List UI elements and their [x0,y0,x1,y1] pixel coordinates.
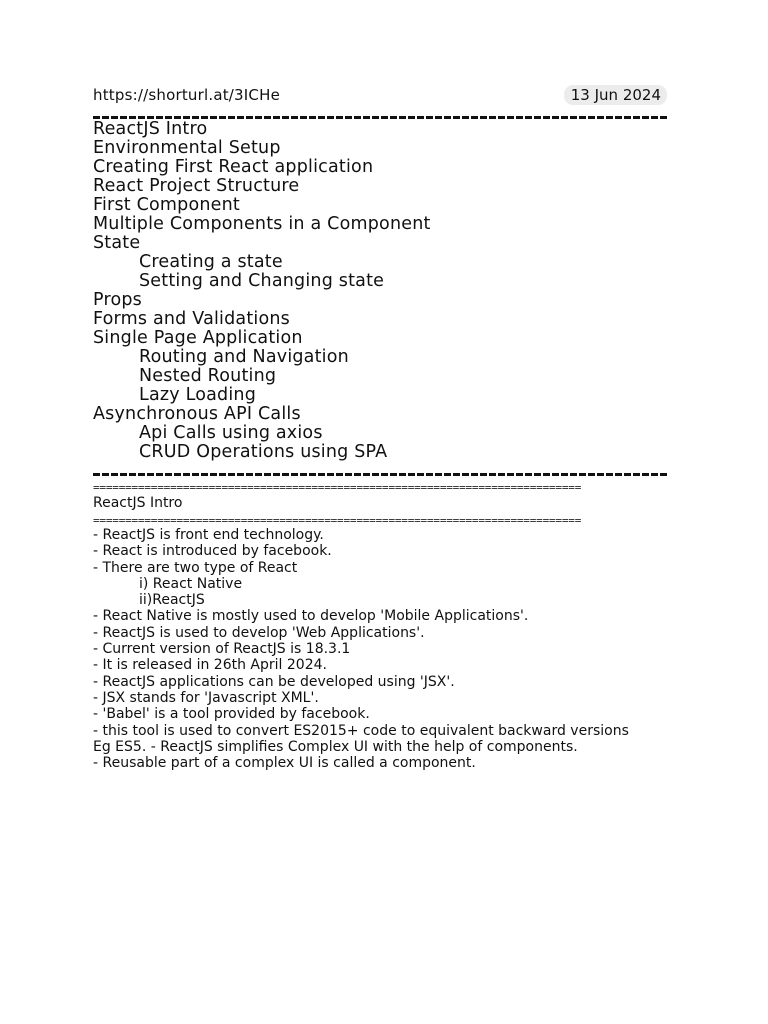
toc-item: Forms and Validations [93,309,290,329]
note-line: - Reusable part of a complex UI is called a component. [93,755,476,772]
note-line: i) React Native [139,575,243,592]
toc-subitem: Nested Routing [139,366,277,386]
dashed-divider-bottom [93,473,667,476]
toc-item: ReactJS Intro [93,119,208,139]
section-title: ReactJS Intro [93,495,183,511]
toc-item: State [93,233,141,253]
note-line: - Current version of ReactJS is 18.3.1 [93,641,351,658]
toc-item: Asynchronous API Calls [93,404,301,424]
note-line: - It is released in 26th April 2024. [93,657,327,674]
note-line: - ReactJS is front end technology. [93,527,324,543]
toc-subitem: Creating a state [139,252,283,272]
toc-item: Single Page Application [93,328,303,348]
equals-divider-top: ============================================================================ [93,482,582,493]
note-line: - JSX stands for 'Javascript XML'. [93,689,319,706]
toc-item: Props [93,290,142,310]
note-line: - React is introduced by facebook. [93,543,332,560]
equals-divider-bottom: ============================================================================ [93,515,582,526]
toc-item: Environmental Setup [93,138,281,158]
table-of-contents [93,120,431,462]
note-line: - ReactJS is used to develop 'Web Applications'. [93,624,425,641]
toc-subitem: CRUD Operations using SPA [139,442,388,462]
header-row [93,86,667,106]
toc-subitem: Api Calls using axios [139,423,323,443]
note-line: - this tool is used to convert ES2015+ code to equivalent backward versions Eg ES5. - ReactJS simplifies Complex UI with the help of components. [93,722,629,755]
toc-item: Creating First React application [93,157,374,177]
note-line: - ReactJS applications can be developed using 'JSX'. [93,673,455,690]
note-line: - There are two type of React [93,559,298,576]
toc-subitem: Routing and Navigation [139,347,349,367]
toc-item: First Component [93,195,240,215]
note-line: - React Native is mostly used to develop 'Mobile Applications'. [93,608,529,625]
toc-subitem: Setting and Changing state [139,271,385,291]
intro-notes [93,527,633,771]
toc-item: React Project Structure [93,176,300,196]
note-line: - 'Babel' is a tool provided by facebook. [93,706,370,723]
toc-item: Multiple Components in a Component [93,214,431,234]
source-url[interactable]: https://shorturl.at/3ICHe [93,86,280,104]
note-line: ii)ReactJS [139,592,205,609]
date-badge: 13 Jun 2024 [564,85,667,105]
toc-subitem: Lazy Loading [139,385,257,405]
